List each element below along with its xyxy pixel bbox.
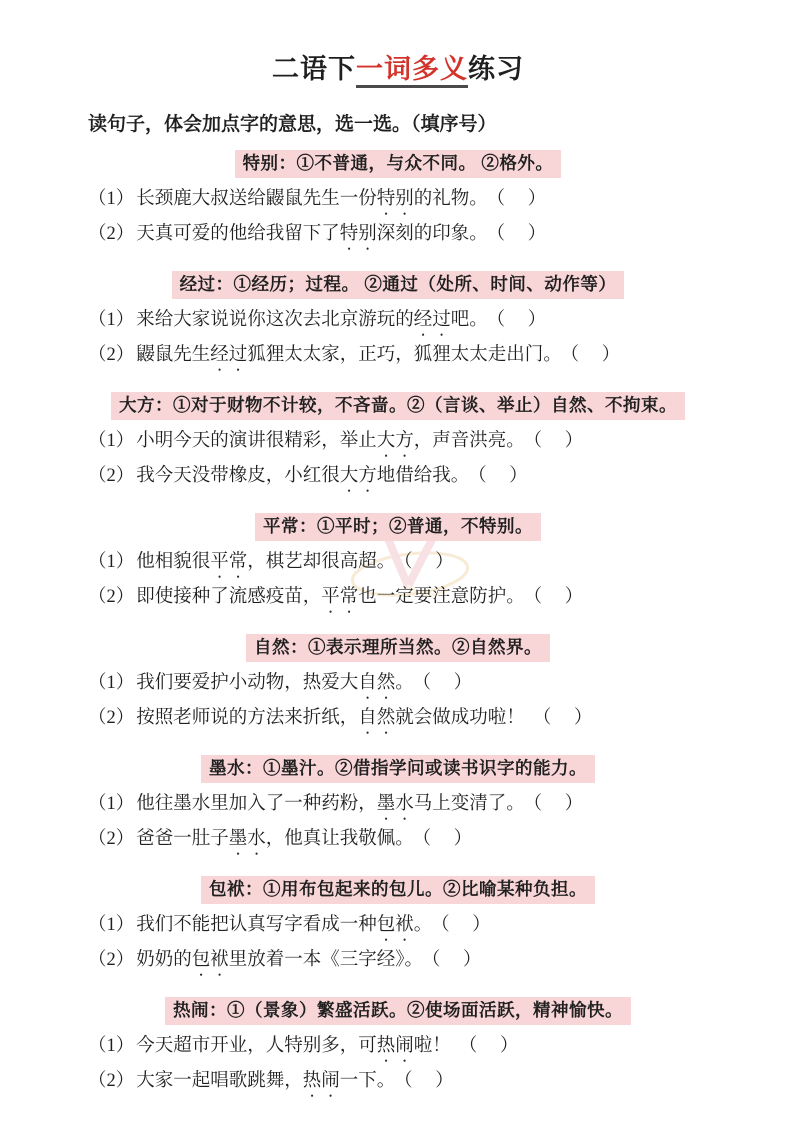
instruction-text: 读句子，体会加点字的意思，选一选。（填序号） (88, 114, 497, 135)
sentence-row (88, 910, 708, 945)
definition-highlight: 平常：①平时；②普通，不特别。 (255, 513, 541, 541)
sentence-number: （1） (88, 1036, 135, 1056)
sentence-number: （1） (88, 431, 135, 451)
sentence-post: 。 (413, 915, 433, 935)
title-suffix: 练习 (468, 54, 524, 84)
dotted-word: 墨水 (376, 794, 414, 814)
word-section-ziran (88, 634, 708, 738)
word-section-moshui (88, 755, 708, 859)
sentence-pre: 大家一起唱歌跳舞， (136, 1071, 303, 1091)
answer-blank[interactable]: （ ） (532, 708, 595, 728)
dotted-word: 大方 (339, 466, 377, 486)
sentence-row (88, 945, 708, 980)
sentence-pre: 来给大家说说你这次去北京游玩的 (136, 310, 414, 330)
definition-row (88, 150, 708, 178)
definition-row (88, 997, 708, 1025)
sentence-pre: 我们要爱护小动物，热爱大 (136, 673, 359, 693)
sentence-post: 里放着一本《三字经》。 (228, 950, 424, 970)
page-title (88, 50, 708, 88)
sentence-post: 地借给我。 (376, 466, 470, 486)
sentence-post: 的礼物。 (413, 189, 488, 209)
sentence-post: ，他真让我敬佩。 (265, 829, 414, 849)
sentence-post: 吧。 (450, 310, 488, 330)
sentence-post: 马上变清了。 (413, 794, 525, 814)
sentence-row (88, 703, 708, 738)
answer-blank[interactable]: （ ） (532, 794, 586, 814)
dotted-word: 特别 (339, 224, 377, 244)
definition-row (88, 755, 708, 783)
sentence-pre: 长颈鹿大叔送给鼹鼠先生一份 (136, 189, 377, 209)
sentence-number: （2） (88, 829, 135, 849)
sentence-number: （2） (88, 587, 135, 607)
definition-highlight: 包袱：①用布包起来的包儿。②比喻某种负担。 (201, 876, 595, 904)
sentence-post: 狐狸太太家，正巧，狐狸太太走出门。 (247, 345, 562, 365)
title-prefix: 二语下 (272, 54, 356, 84)
sentence-number: （2） (88, 1071, 135, 1091)
sentence-post: 深刻的印象。 (376, 224, 488, 244)
sentence-row (88, 461, 708, 496)
answer-blank[interactable]: （ ） (477, 466, 530, 486)
answer-blank[interactable]: （ ） (495, 224, 549, 244)
answer-blank[interactable]: （ ） (532, 431, 586, 451)
sentence-post: 也一定要注意防护。 (358, 587, 525, 607)
dotted-word: 包袱 (191, 950, 229, 970)
sentence-number: （1） (88, 552, 135, 572)
sentence-row (88, 426, 708, 461)
word-section-dafang (88, 392, 708, 496)
definition-highlight: 热闹：①（景象）繁盛活跃。②使场面活跃，精神愉快。 (165, 997, 631, 1025)
sentence-number: （2） (88, 466, 135, 486)
dotted-word: 自然 (358, 708, 396, 728)
sentence-number: （2） (88, 708, 135, 728)
dotted-word: 自然 (358, 673, 396, 693)
sentence-number: （1） (88, 794, 135, 814)
sentence-number: （2） (88, 224, 135, 244)
dotted-word: 特别 (376, 189, 414, 209)
dotted-word: 大方 (376, 431, 414, 451)
sentence-number: （1） (88, 673, 135, 693)
answer-blank[interactable]: （ ） (421, 673, 475, 693)
sentence-number: （1） (88, 310, 135, 330)
word-section-pingchang (88, 513, 708, 617)
definition-highlight: 自然：①表示理所当然。②自然界。 (246, 634, 550, 662)
sentence-row (88, 582, 708, 617)
sentence-pre: 奶奶的 (136, 950, 192, 970)
answer-blank[interactable]: （ ） (458, 1036, 521, 1056)
answer-blank[interactable]: （ ） (495, 310, 549, 330)
word-section-renao (88, 997, 708, 1101)
sentence-number: （1） (88, 189, 135, 209)
word-section-tebie (88, 150, 708, 254)
sentence-number: （2） (88, 345, 135, 365)
dotted-word: 包袱 (376, 915, 414, 935)
definition-highlight: 墨水：①墨汁。②借指学问或读书识字的能力。 (201, 755, 595, 783)
sentence-pre: 他往墨水里加入了一种药粉， (136, 794, 377, 814)
sentence-pre: 他相貌很 (136, 552, 211, 572)
answer-blank[interactable]: （ ） (403, 552, 456, 572)
sentence-post: ，棋艺却很高超。 (247, 552, 396, 572)
dotted-word: 平常 (321, 587, 359, 607)
dotted-word: 经过 (210, 345, 248, 365)
sentence-row (88, 789, 708, 824)
definition-highlight: 经过：①经历；过程。 ②通过（处所、时间、动作等） (172, 271, 625, 299)
dotted-word: 墨水 (228, 829, 266, 849)
sentence-row (88, 1066, 708, 1101)
sentence-post: ，声音洪亮。 (413, 431, 525, 451)
sentence-row (88, 824, 708, 859)
sentence-row (88, 547, 708, 582)
sentence-pre: 按照老师说的方法来折纸， (136, 708, 359, 728)
answer-blank[interactable]: （ ） (569, 345, 623, 365)
sentence-number: （2） (88, 950, 135, 970)
sentence-pre: 爸爸一肚子 (136, 829, 229, 849)
definition-highlight: 特别：①不普通，与众不同。 ②格外。 (235, 150, 562, 178)
sentence-pre: 今天超市开业，人特别多，可 (136, 1036, 377, 1056)
sentence-pre: 我们不能把认真写字看成一种 (136, 915, 377, 935)
sentence-pre: 小明今天的演讲很精彩，举止 (136, 431, 377, 451)
definition-row (88, 876, 708, 904)
sentence-row (88, 184, 708, 219)
definition-row (88, 392, 708, 420)
sentence-pre: 天真可爱的他给我留下了 (136, 224, 340, 244)
answer-blank[interactable]: （ ） (403, 1071, 456, 1091)
dotted-word: 热闹 (302, 1071, 340, 1091)
sentence-pre: 我今天没带橡皮，小红很 (136, 466, 340, 486)
definition-row (88, 271, 708, 299)
title-highlighted-term: 一词多义 (356, 54, 468, 88)
sentence-post: 就会做成功啦！ (395, 708, 525, 728)
sentence-post: 啦！ (413, 1036, 451, 1056)
sentence-row (88, 305, 708, 340)
word-section-jingguo (88, 271, 708, 375)
dotted-word: 平常 (210, 552, 248, 572)
answer-blank[interactable]: （ ） (532, 587, 586, 607)
answer-blank[interactable]: （ ） (431, 950, 484, 970)
dotted-word: 经过 (413, 310, 451, 330)
answer-blank[interactable]: （ ） (495, 189, 549, 209)
sentence-post: 。 (395, 673, 414, 693)
answer-blank[interactable]: （ ） (440, 915, 493, 935)
sentence-row (88, 340, 708, 375)
definition-highlight: 大方：①对于财物不计较，不吝啬。②（言谈、举止）自然、不拘束。 (111, 392, 685, 420)
sentence-pre: 鼹鼠先生 (136, 345, 211, 365)
sentence-post: 一下。 (339, 1071, 396, 1091)
definition-row (88, 634, 708, 662)
answer-blank[interactable]: （ ） (421, 829, 475, 849)
sentence-pre: 即使接种了流感疫苗， (136, 587, 322, 607)
sentence-row (88, 219, 708, 254)
sentence-number: （1） (88, 915, 135, 935)
definition-row (88, 513, 708, 541)
sentence-row (88, 1031, 708, 1066)
sentence-row (88, 668, 708, 703)
word-section-baofu (88, 876, 708, 980)
dotted-word: 热闹 (376, 1036, 414, 1056)
